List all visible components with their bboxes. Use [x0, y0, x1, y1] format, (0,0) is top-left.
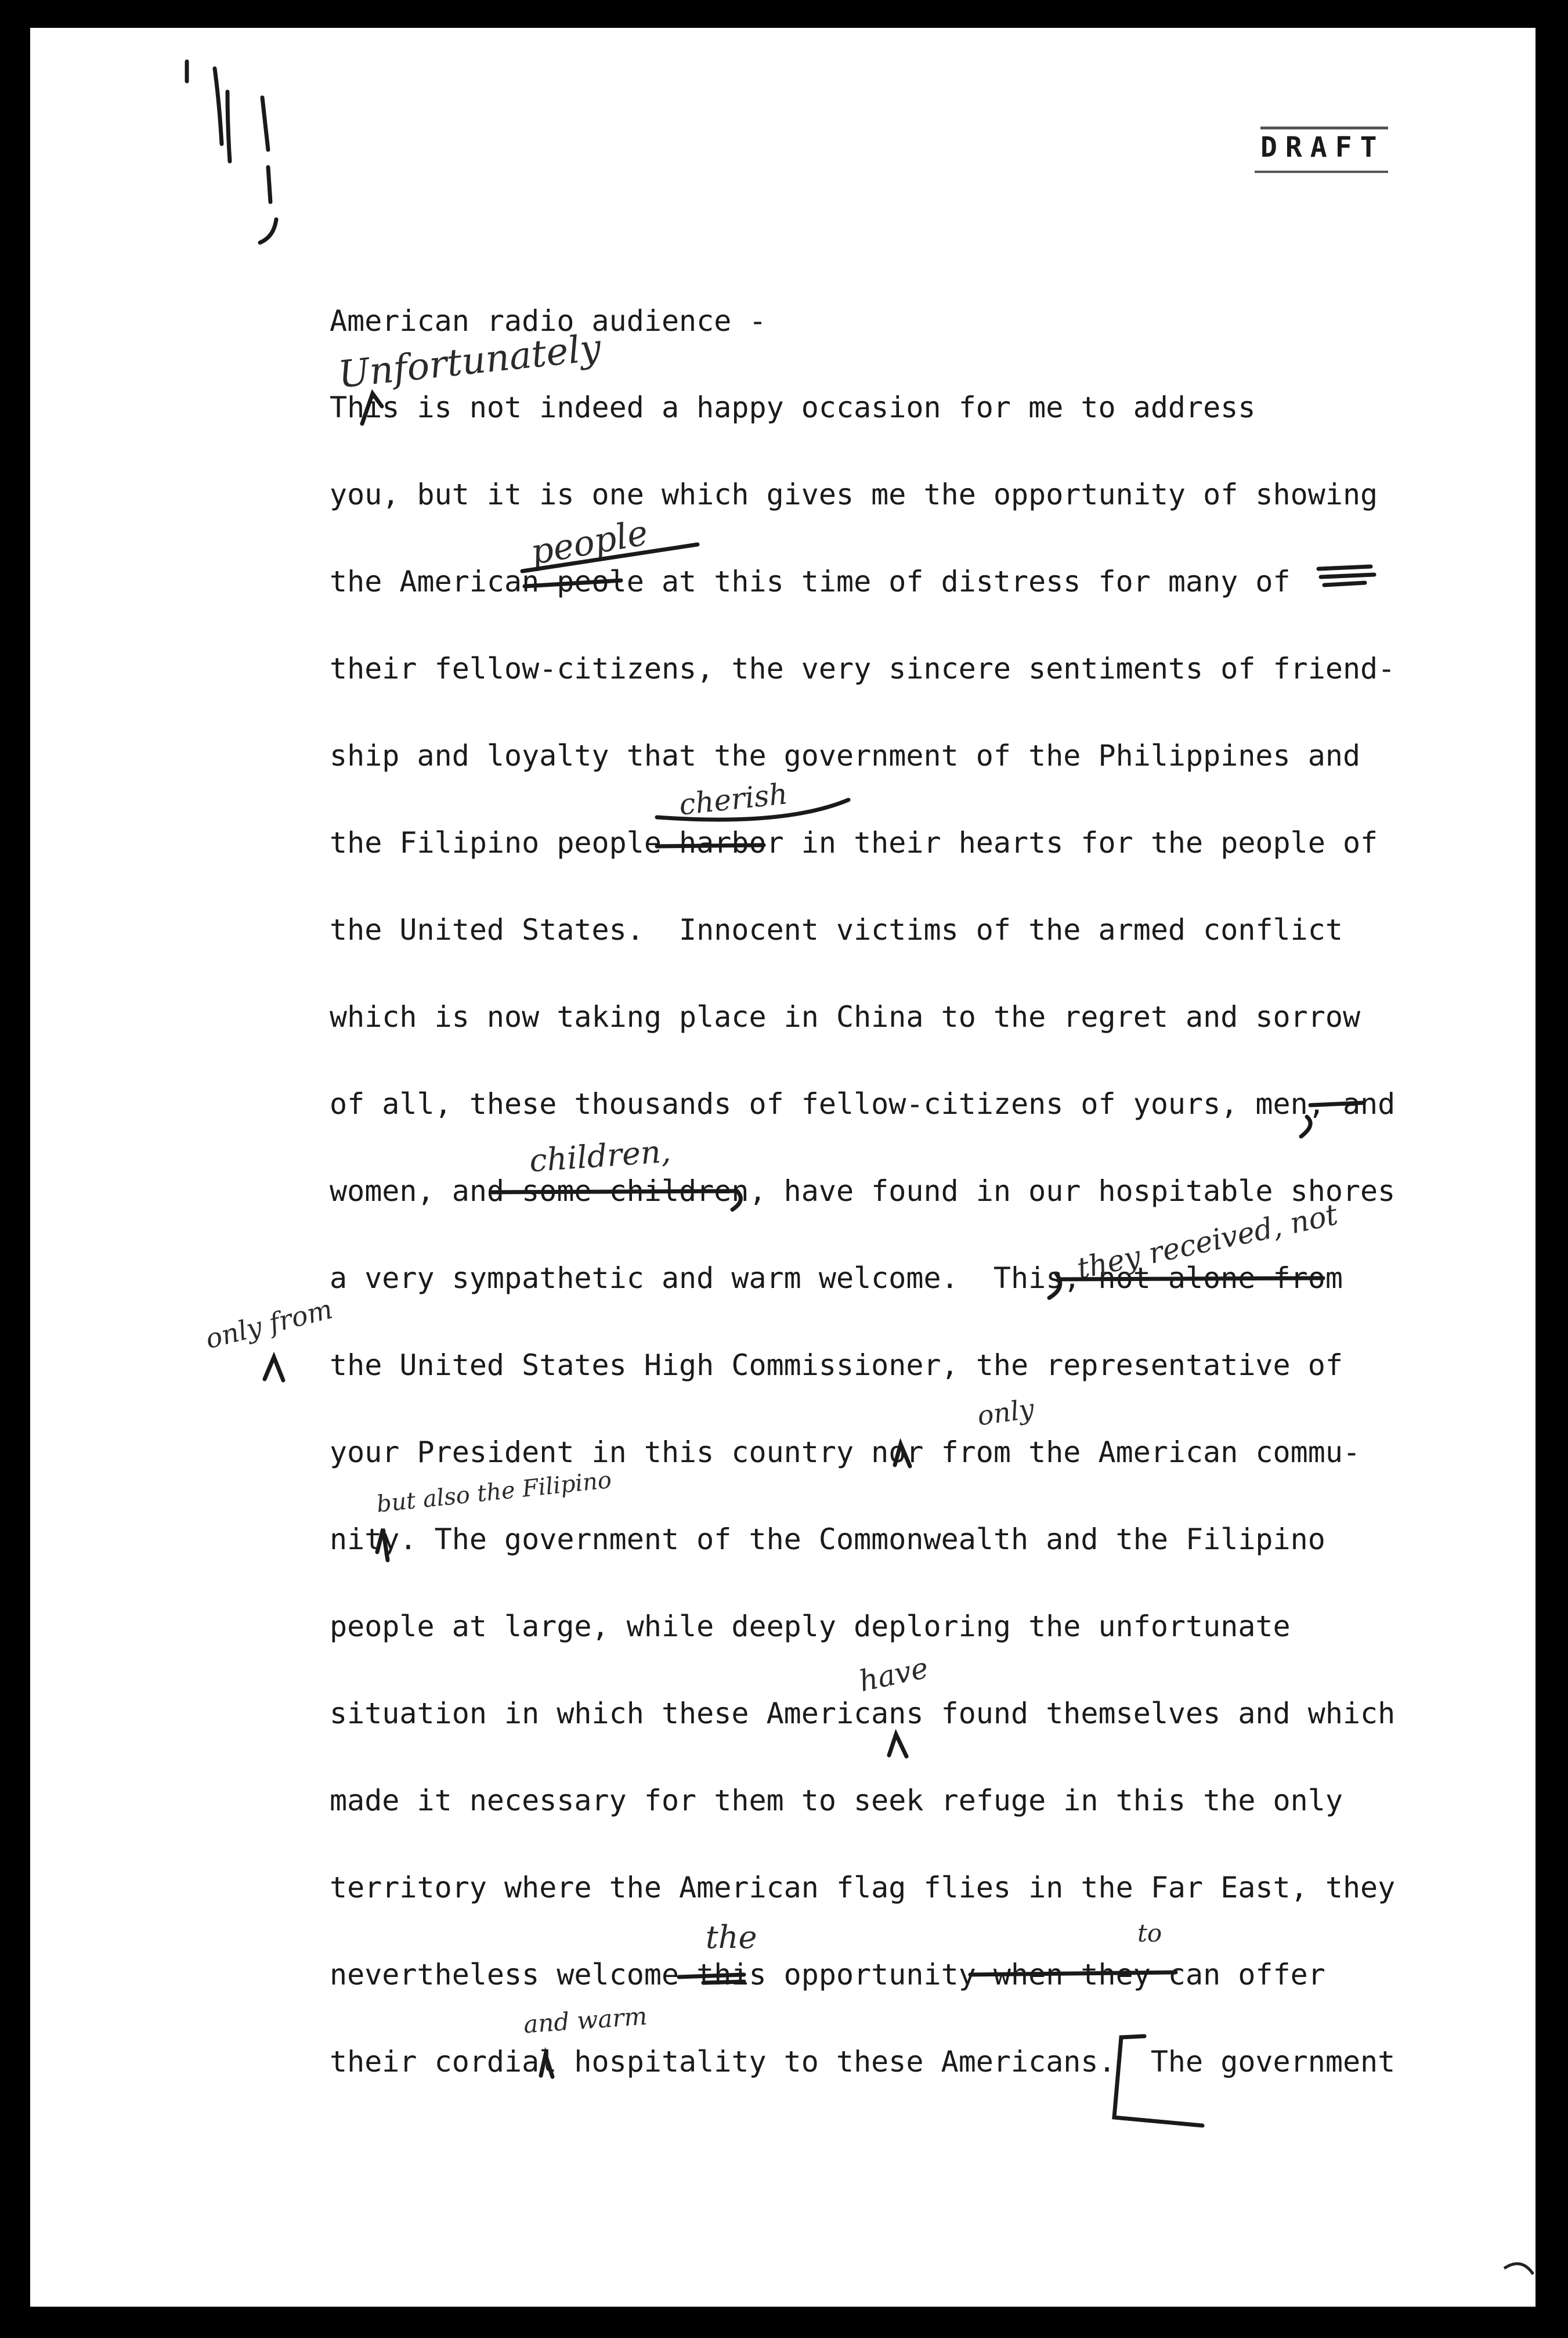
comma-this — [1049, 1273, 1060, 1298]
pen-marks — [30, 28, 1536, 2307]
paragraph-bracket — [1114, 2036, 1202, 2126]
comma-children — [732, 1191, 740, 1210]
annotation-only-from: only from — [202, 1293, 336, 1355]
greeting-line: American radio audience - — [330, 304, 767, 338]
caret-line-16 — [889, 1734, 906, 1756]
cherish-stroke — [657, 800, 848, 820]
annotation-but-also: but also the Filipino — [375, 1466, 613, 1518]
caret-line-14 — [377, 1529, 388, 1560]
body-line-12: the United States High Commissioner, the representative of — [330, 1348, 1343, 1382]
margin-mark-2 — [215, 68, 222, 144]
comma-men — [1301, 1117, 1310, 1136]
strike-when-they-can — [970, 1972, 1176, 1975]
annotation-the: the — [706, 1919, 757, 1955]
annotation-to: to — [1137, 1919, 1162, 1947]
body-line-3: the American peole at this time of distress for many of — [330, 565, 1291, 598]
body-line-19: nevertheless welcome this opportunity when they can offer — [330, 1958, 1325, 1991]
body-line-20: their cordial hospitality to these Americans. The government — [330, 2045, 1396, 2079]
annotation-cherish: cherish — [677, 777, 790, 822]
document-page — [30, 28, 1536, 2307]
scribble-line-3 — [1318, 567, 1374, 585]
annotation-have: have — [856, 1651, 931, 1698]
people-stroke — [522, 544, 698, 571]
strike-peole — [525, 580, 621, 586]
draft-stamp: DRAFT — [1260, 131, 1385, 164]
annotation-unfortunately: Unfortunately — [336, 326, 604, 397]
strike-some-children — [492, 1191, 737, 1192]
strike-this — [679, 1975, 744, 1977]
corner-mark — [1504, 2264, 1533, 2274]
body-line-1: This is not indeed a happy occasion for me to address — [330, 391, 1256, 424]
body-line-16: situation in which these Americans found themselves and which — [330, 1697, 1396, 1730]
body-line-8: which is now taking place in China to the regret and sorrow — [330, 1000, 1361, 1034]
annotation-people: people — [528, 512, 651, 573]
strike-this-2 — [703, 1982, 744, 1983]
body-line-7: the United States. Innocent victims of the armed conflict — [330, 913, 1343, 947]
body-line-14: nity. The government of the Commonwealth and the Filipino — [330, 1522, 1325, 1556]
body-line-18: territory where the American flag flies in the Far East, they — [330, 1871, 1396, 1904]
annotation-and-warm: and warm — [522, 2001, 648, 2039]
body-line-10: women, and some children, have found in our hospitable shores — [330, 1174, 1396, 1208]
body-line-6: the Filipino people harbor in their hearts for the people of — [330, 826, 1378, 860]
body-line-4: their fellow-citizens, the very sincere sentiments of friend- — [330, 652, 1396, 685]
margin-mark-4 — [262, 98, 268, 150]
body-line-2: you, but it is one which gives me the opportunity of showing — [330, 478, 1378, 511]
strike-harbor — [657, 845, 764, 846]
margin-mark-6 — [260, 219, 276, 243]
body-line-15: people at large, while deeply deploring the unfortunate — [330, 1610, 1291, 1643]
caret-line-13 — [895, 1444, 910, 1466]
margin-mark-5 — [268, 167, 270, 202]
body-line-5: ship and loyalty that the government of the Philippines and — [330, 739, 1361, 773]
annotation-they-received: they received, not — [1074, 1197, 1341, 1286]
strike-and — [1310, 1103, 1363, 1105]
strike-not-alone-from — [1060, 1278, 1323, 1279]
body-line-13: your President in this country nor from the American commu- — [330, 1435, 1361, 1469]
caret-line-20 — [541, 2055, 552, 2077]
body-line-9: of all, these thousands of fellow-citizens of yours, men, and — [330, 1087, 1396, 1121]
annotation-children: children, — [528, 1132, 672, 1179]
caret-line-12 — [265, 1357, 283, 1380]
margin-mark-3 — [227, 92, 230, 161]
annotation-only: only — [975, 1392, 1036, 1432]
caret-line-1 — [362, 394, 382, 424]
body-line-11: a very sympathetic and warm welcome. This, not alone from — [330, 1261, 1343, 1295]
body-line-17: made it necessary for them to seek refuge in this the only — [330, 1784, 1343, 1817]
